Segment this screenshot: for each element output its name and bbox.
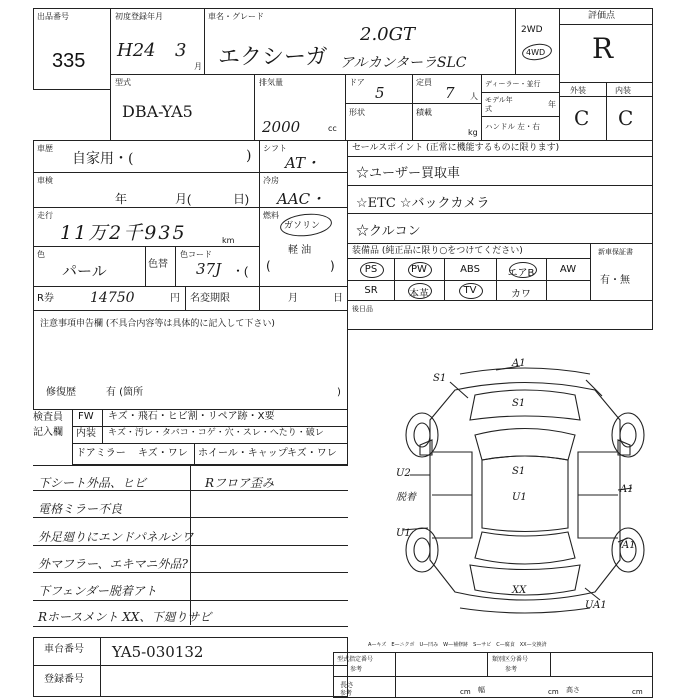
cooler-value: AAC・ xyxy=(277,190,326,208)
year-unit: 年 xyxy=(548,100,556,109)
grade-name: アルカンターラSLC xyxy=(340,55,467,71)
cooler-label: 冷房 xyxy=(263,176,279,185)
fuel-open: ( xyxy=(266,259,271,273)
capacity-value: 7 xyxy=(445,84,455,102)
mirror-label: ドアミラー xyxy=(76,448,126,459)
cert-ref: 参考 xyxy=(350,666,363,673)
note-2: 電格ミラー不良 xyxy=(38,502,123,516)
floor-note: Rフロア歪み xyxy=(205,476,275,490)
equip-aw: AW xyxy=(559,264,577,275)
name-change-day: 日 xyxy=(333,293,343,304)
equip-airbag: エアB xyxy=(507,268,535,279)
inspector-label-1: 検査員 xyxy=(33,412,63,423)
name-change-month: 月 xyxy=(288,293,298,304)
new-car-value: 有・無 xyxy=(600,275,630,286)
inspection-day: 日) xyxy=(233,192,249,206)
sales-point-2: ☆ETC ☆バックカメラ xyxy=(356,196,490,211)
equipment-title: 装備品 (純正品に限り○をつけてください) xyxy=(352,246,523,256)
exterior-grade: C xyxy=(574,106,590,130)
capacity-label: 定員 xyxy=(416,78,432,87)
sales-point-3: ☆クルコン xyxy=(356,224,421,239)
engine-spec: 2.0GT xyxy=(360,24,416,45)
color-code-extra: ・( xyxy=(232,264,248,278)
drive-cell xyxy=(515,8,560,75)
note-6: Rホースメント XX、下廻りサビ xyxy=(38,610,212,624)
lot-number: 335 xyxy=(52,50,86,72)
mark-u2-left: U2 xyxy=(396,468,411,479)
mark-xx-bottom: XX xyxy=(512,585,527,596)
mark-s1-center: S1 xyxy=(512,466,526,477)
shape-label: 形状 xyxy=(349,108,365,117)
exterior-label: 外装 xyxy=(570,86,586,95)
mark-a1-top: A1 xyxy=(512,358,526,369)
fw-text: キズ・飛石・ヒビ割・リペア跡・X要 xyxy=(108,411,275,422)
after-items-label: 後日品 xyxy=(352,305,373,313)
type-label: 型式 xyxy=(115,78,131,87)
score-label: 評価点 xyxy=(588,11,616,21)
model-grade-label: 車名・グレード xyxy=(208,12,264,21)
leather-circle xyxy=(408,283,432,299)
fuel-gasoline: ガソリン xyxy=(284,221,321,231)
model-year-label: モデル年式 xyxy=(485,96,513,113)
month-unit: 月 xyxy=(194,62,202,71)
inspection-label: 車検 xyxy=(37,176,53,185)
width-cm: cm xyxy=(548,688,559,696)
color-value: パール xyxy=(62,262,107,280)
load-label: 積載 xyxy=(416,108,432,117)
interior-grade: C xyxy=(618,106,634,130)
width-label: 幅 xyxy=(478,686,485,694)
lot-number-label: 出品番号 xyxy=(37,12,69,21)
recycle-label: R券 xyxy=(37,293,54,304)
interior-check-label: 内装 xyxy=(76,428,96,439)
fuel-close: ) xyxy=(330,259,335,273)
tv-circle xyxy=(459,283,483,299)
color-code-label: 色コード xyxy=(180,250,212,259)
equip-sr: SR xyxy=(364,285,378,296)
cert-label: 型式指定番号 xyxy=(337,656,374,663)
after-items-block xyxy=(347,300,653,330)
length-label: 長さ xyxy=(340,681,354,689)
mark-u1-center: U1 xyxy=(512,492,527,503)
mark-s1-left: S1 xyxy=(433,373,447,384)
history-value: 自家用・( xyxy=(72,151,134,167)
wheel-label: ホイール・キャップ xyxy=(198,448,288,459)
length-cm: cm xyxy=(460,688,471,696)
note-4: 外マフラー、エキマニ外品? xyxy=(38,557,188,571)
first-reg-label: 初度登録年月 xyxy=(115,12,163,21)
history-label: 車歴 xyxy=(37,144,53,153)
first-reg-era: H24 xyxy=(117,40,156,61)
first-reg-month: 3 xyxy=(175,40,187,61)
door-value: 5 xyxy=(375,84,385,102)
equip-leather: 本革 xyxy=(409,289,429,300)
reg-label: 登録番号 xyxy=(44,674,84,685)
mark-ua1-bottom: UA1 xyxy=(585,600,607,611)
equip-tv: TV xyxy=(463,285,477,296)
mark-a1-right: A1 xyxy=(620,484,634,495)
mark-a1-right-2: A1 xyxy=(622,540,636,551)
shift-label: シフト xyxy=(263,144,287,153)
mark-u1-left: U1 xyxy=(396,528,411,539)
equip-abs: ABS xyxy=(460,264,480,275)
yen-unit: 円 xyxy=(170,293,180,304)
damage-legend: A—キズ E—ニクボ U—凹み W—補修跡 S—サビ C—腐食 XX—交換済 xyxy=(368,642,547,648)
displacement-label: 排気量 xyxy=(259,78,283,87)
pw-circle xyxy=(408,262,432,278)
history-close: ) xyxy=(246,148,252,164)
interior-label: 内装 xyxy=(615,86,631,95)
inspector-label-2: 記入欄 xyxy=(33,427,63,438)
shift-value: AT・ xyxy=(285,154,321,172)
equip-pw: PW xyxy=(411,264,427,275)
displacement-value: 2000 xyxy=(262,118,301,136)
notes-title: 注意事項申告欄 (不具合内容等は具体的に記入して下さい) xyxy=(40,319,275,329)
color-label: 色 xyxy=(37,250,45,259)
interior-check-text: キズ・汚レ・タバコ・コゲ・穴・スレ・へたり・破レ xyxy=(108,428,324,438)
note-5: 下フェンダー脱着アト xyxy=(38,584,157,598)
mileage-label: 走行 xyxy=(37,211,53,220)
airbag-circle xyxy=(509,262,537,278)
fuel-diesel: 軽 油 xyxy=(288,245,312,256)
repair-close: ) xyxy=(337,387,341,398)
new-car-label: 新車保証書 xyxy=(598,248,633,256)
cat-label: 類別区分番号 xyxy=(492,656,529,663)
equip-kawa: カワ xyxy=(511,289,531,300)
ps-circle xyxy=(360,262,384,278)
cat-ref: 参考 xyxy=(505,666,518,673)
height-label: 高さ xyxy=(566,686,580,694)
inspection-month: 月( xyxy=(175,192,191,206)
mark-s1-hood: S1 xyxy=(512,398,526,409)
type-value: DBA-YA5 xyxy=(122,102,193,121)
repair-label: 修復歴 xyxy=(46,387,76,398)
displacement-unit: cc xyxy=(328,124,337,133)
mark-aw-left: 脱着 xyxy=(396,492,416,503)
handle-label: ハンドル 左・右 xyxy=(485,122,540,131)
length-ref: 参考 xyxy=(340,690,353,697)
inspection-year: 年 xyxy=(115,192,128,206)
sales-points-title: セールスポイント (正常に機能するものに限ります) xyxy=(352,143,560,153)
equip-ps: PS xyxy=(364,264,378,275)
mirror-text: キズ・ワレ xyxy=(138,448,188,459)
capacity-unit: 人 xyxy=(470,92,478,101)
drive-2wd: 2WD xyxy=(521,25,543,35)
mileage-value: 11万2千935 xyxy=(60,222,187,244)
name-change-label: 名変期限 xyxy=(190,293,230,304)
note-3: 外足廻りにエンドパネルシワ xyxy=(38,530,194,544)
height-cm: cm xyxy=(632,688,643,696)
fw-label: FW xyxy=(78,411,94,422)
load-unit: kg xyxy=(468,128,478,137)
chassis-value: YA5-030132 xyxy=(112,643,204,661)
sales-point-1: ☆ユーザー買取車 xyxy=(356,166,461,181)
recolor-label: 色替 xyxy=(148,259,168,270)
chassis-label: 車台番号 xyxy=(44,644,84,655)
note-1: 下シート外品、ヒビ xyxy=(38,476,147,490)
km-unit: km xyxy=(222,236,235,245)
wheel-text: キズ・ワレ xyxy=(287,448,337,459)
model-name: エクシーガ xyxy=(218,45,328,70)
drive-4wd: 4WD xyxy=(526,48,546,57)
door-label: ドア xyxy=(349,78,365,87)
score-value: R xyxy=(592,32,614,65)
color-code-value: 37J xyxy=(196,260,222,278)
fuel-label: 燃料 xyxy=(263,211,279,220)
dealer-label: ディーラー・並行 xyxy=(485,80,541,88)
recycle-value: 14750 xyxy=(90,290,135,306)
repair-value: 有 (箇所 xyxy=(106,387,144,398)
